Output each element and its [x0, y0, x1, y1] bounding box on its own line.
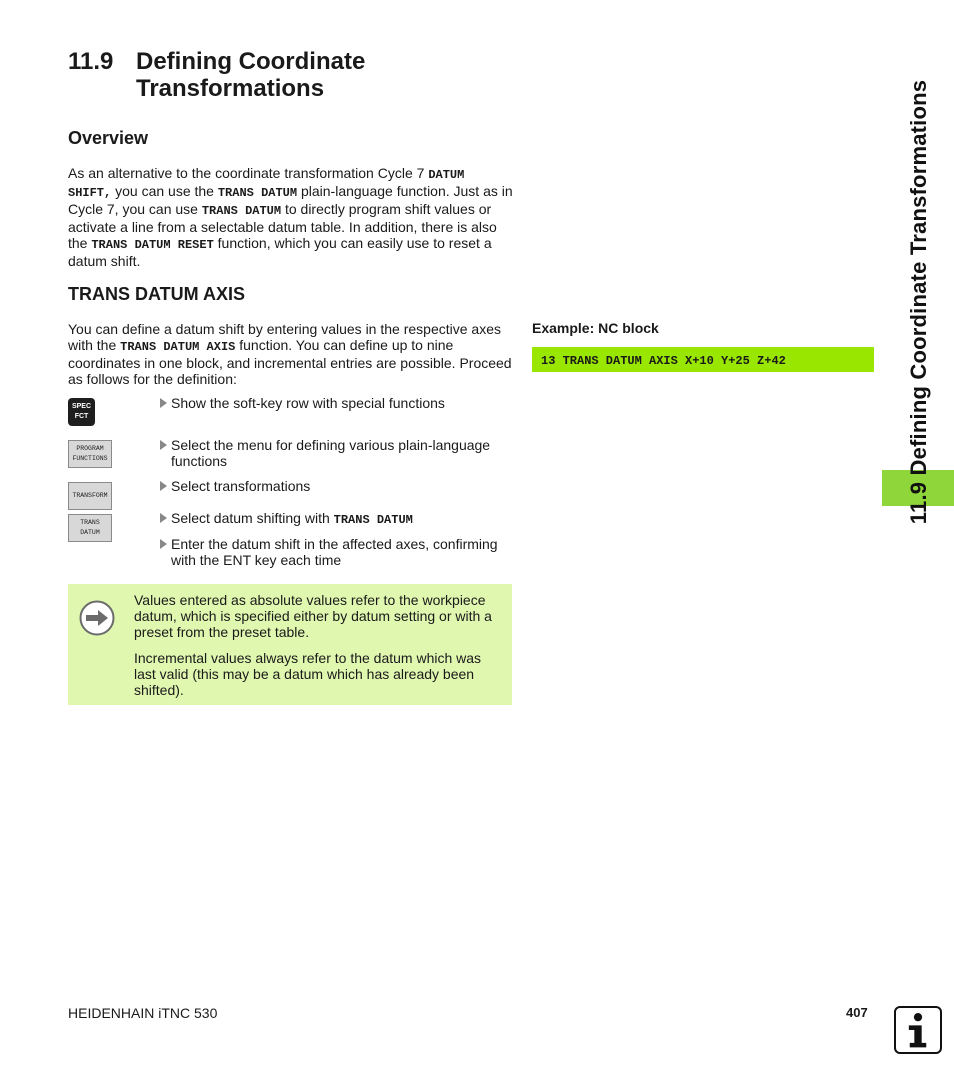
overview-paragraph: [68, 165, 514, 269]
code-trans-datum-axis: TRANS DATUM AXIS: [120, 340, 236, 354]
title-line-1: Defining Coordinate: [136, 48, 366, 75]
step-5: [158, 536, 518, 568]
text: you can use the: [111, 183, 218, 199]
note-paragraph-2: Incremental values always refer to the datum which was last valid (this may be a datum which has already been shifted).: [134, 650, 482, 698]
text: Select datum shifting with: [171, 510, 334, 526]
transform-softkey[interactable]: [68, 482, 112, 510]
note-box: [68, 584, 512, 705]
step-2: [158, 437, 518, 469]
program-functions-softkey[interactable]: [68, 440, 112, 468]
triangle-bullet-icon: [160, 513, 167, 523]
key-label: FUNCTIONS: [72, 455, 108, 462]
step-1: [158, 395, 518, 411]
side-tab-label: 11.9 Defining Coordinate Transformations: [906, 79, 931, 525]
code-datum: DATUM: [428, 168, 465, 182]
trans-datum-axis-heading: TRANS DATUM AXIS: [68, 284, 245, 304]
step-text: [171, 510, 518, 528]
code-trans-datum: TRANS DATUM: [201, 204, 282, 218]
example-nc-block: [532, 347, 874, 372]
step-3: [158, 478, 518, 494]
triangle-bullet-icon: [160, 539, 167, 549]
key-label: SPEC: [71, 403, 92, 410]
triangle-bullet-icon: [160, 440, 167, 450]
info-icon: [894, 1006, 942, 1054]
code-shift: SHIFT,: [68, 186, 112, 200]
key-label: PROGRAM: [76, 445, 104, 452]
note-paragraph-1: Values entered as absolute values refer to the workpiece datum, which is specified either by datum setting or with a preset from the preset table.: [134, 592, 492, 640]
key-label: DATUM: [80, 529, 100, 536]
text: function. You can define up to nine coordinates in one block, and incremental entries are possible. Proceed as follows for the definition:: [68, 337, 512, 387]
key-label: FCT: [74, 413, 89, 420]
code-trans-datum-reset: TRANS DATUM RESET: [91, 238, 214, 252]
key-label: TRANS: [80, 519, 100, 526]
section-number: 11.9: [68, 48, 114, 75]
page-number: 407: [846, 1005, 868, 1020]
spec-fct-key[interactable]: [68, 398, 95, 426]
text: to directly program shift values or activate a line from a selectable datum table. In addition, there is also the: [68, 201, 497, 251]
text: As an alternative to the coordinate transformation Cycle 7: [68, 165, 429, 181]
example-label: Example: NC block: [532, 320, 659, 336]
trans-datum-softkey[interactable]: [68, 514, 112, 542]
triangle-bullet-icon: [160, 481, 167, 491]
code-trans-datum: TRANS DATUM: [217, 186, 298, 200]
step-text: Show the soft-key row with special functions: [171, 395, 445, 411]
step-text: Select the menu for defining various plain-language functions: [171, 437, 491, 469]
triangle-bullet-icon: [160, 398, 167, 408]
step-text: Select transformations: [171, 478, 311, 494]
nc-code: 13 TRANS DATUM AXIS X+10 Y+25 Z+42: [541, 354, 786, 368]
arrow-right-icon: [79, 600, 115, 636]
key-label: TRANSFORM: [72, 492, 108, 499]
trans-datum-axis-paragraph: [68, 321, 514, 387]
text: You can define a datum shift by entering values in the respective axes with the: [68, 321, 501, 353]
step-text: Enter the datum shift in the affected axes, confirming with the ENT key each time: [171, 536, 498, 568]
overview-heading: Overview: [68, 128, 149, 148]
code-trans-datum: TRANS DATUM: [333, 513, 413, 527]
title-line-2: Transformations: [136, 75, 325, 102]
text: function, which you can easily use to reset a datum shift.: [68, 235, 492, 269]
text: plain-language function. Just as in Cycle 7, you can use: [68, 183, 513, 217]
step-4: [158, 510, 518, 528]
footer-product: HEIDENHAIN iTNC 530: [68, 1005, 218, 1021]
